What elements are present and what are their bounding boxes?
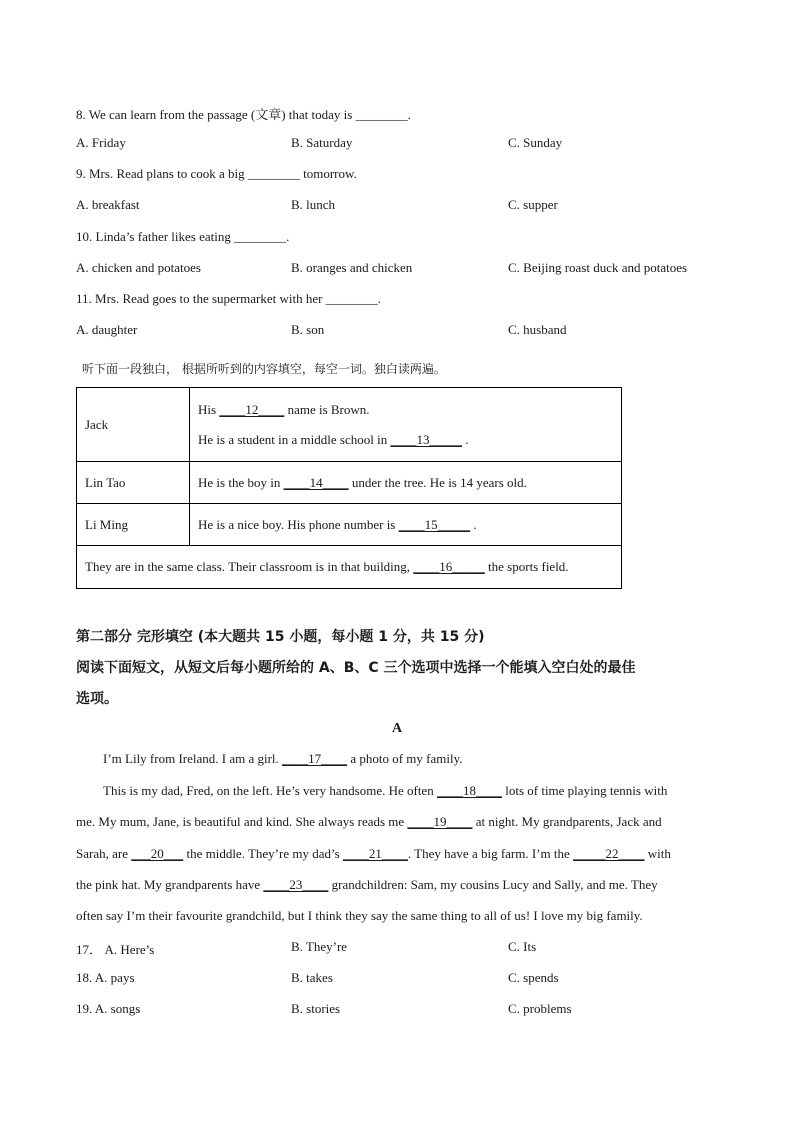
row-name: Lin Tao [77, 462, 190, 504]
q19-option-a: 19. A. songs [76, 1001, 141, 1016]
q9-option-b: B. lunch [291, 197, 336, 212]
section-title: 第二部分 完形填空 (本大题共 15 小题，每小题 1 分，共 15 分) [76, 629, 485, 645]
blank-16: ____16_____ [413, 559, 485, 574]
q17-option-c: C. Its [508, 939, 537, 954]
q11-option-c: C. husband [508, 322, 567, 337]
question-10-stem: 10. Linda’s father likes eating ________. [76, 229, 290, 244]
text-fragment: at night. My grandparents, Jack and [472, 814, 662, 829]
text-fragment: This is my dad, Fred, on the left. He’s very handsome. He often [103, 783, 437, 798]
question-11-stem: 11. Mrs. Read goes to the supermarket with her ________. [76, 291, 381, 306]
text-fragment: the middle. They’re my dad’s [183, 846, 343, 861]
table-row [77, 546, 622, 589]
text-fragment: Sarah, are [76, 846, 132, 861]
text-fragment: They are in the same class. Their classroom is in that building, [85, 559, 414, 574]
table-row [77, 504, 622, 546]
row-text-line [198, 402, 613, 418]
q9-option-c: C. supper [508, 197, 558, 212]
q18-option-c: C. spends [508, 970, 559, 985]
q8-option-a: A. Friday [76, 135, 126, 150]
q11-option-a: A. daughter [76, 322, 138, 337]
text-fragment: . [461, 431, 469, 447]
question-8-stem: 8. We can learn from the passage (文章) that today is ________. [76, 107, 411, 122]
q10-option-a: A. chicken and potatoes [76, 260, 201, 275]
blank-19: ____19____ [407, 814, 473, 829]
q17-option-a: 17． A. Here’s [76, 942, 155, 957]
text-fragment: grandchildren: Sam, my cousins Lucy and Sally, and me. They [328, 877, 658, 892]
listening-table [76, 387, 622, 589]
row-content [190, 388, 622, 462]
blank-17: ____17____ [282, 751, 348, 766]
text-fragment: me. My mum, Jane, is beautiful and kind. She always reads me [76, 814, 408, 829]
q11-option-b: B. son [291, 322, 325, 337]
q8-option-c: C. Sunday [508, 135, 563, 150]
passage-line [103, 751, 743, 767]
blank-13: ____13_____ [390, 431, 462, 447]
q17-option-b: B. They’re [291, 939, 348, 954]
text-fragment: the sports field. [484, 559, 569, 574]
question-9-stem: 9. Mrs. Read plans to cook a big ________ tomorrow. [76, 166, 357, 181]
passage-line [76, 814, 716, 830]
q18-option-a: 18. A. pays [76, 970, 135, 985]
text-fragment: name is Brown. [284, 401, 370, 417]
text-fragment: He is a student in a middle school in [198, 431, 391, 447]
row-content [190, 462, 622, 504]
q18-option-b: B. takes [291, 970, 333, 985]
blank-18: ____18____ [436, 783, 502, 798]
text-fragment: I’m Lily from Ireland. I am a girl. [103, 751, 283, 766]
text-fragment: He is the boy in [198, 474, 284, 490]
text-fragment: He is a nice boy. His phone number is [198, 516, 399, 532]
text-fragment: His [198, 401, 220, 417]
passage-line: often say I’m their favourite grandchild, but I think they say the same thing to all of us! I love my big family. [76, 908, 643, 923]
blank-12: ____12____ [219, 401, 285, 417]
section-instruction: 阅读下面短文，从短文后每小题所给的 A、B、C 三个选项中选择一个能填入空白处的最佳 [76, 660, 636, 676]
q10-option-c: C. Beijing roast duck and potatoes [508, 260, 688, 275]
blank-15: ____15_____ [398, 516, 471, 532]
row-name: Jack [77, 388, 190, 462]
q9-option-a: A. breakfast [76, 197, 140, 212]
text-fragment: a photo of my family. [347, 751, 463, 766]
table-row [77, 462, 622, 504]
text-fragment: lots of time playing tennis with [501, 783, 668, 798]
q19-option-b: B. stories [291, 1001, 341, 1016]
row-content [190, 504, 622, 546]
q8-option-b: B. Saturday [291, 135, 353, 150]
text-fragment: with [644, 846, 671, 861]
row-content [77, 546, 622, 589]
text-fragment: under the tree. He is 14 years old. [348, 474, 527, 490]
blank-21: ____21____ [342, 846, 408, 861]
q19-option-c: C. problems [508, 1001, 572, 1016]
text-fragment: the pink hat. My grandparents have [76, 877, 264, 892]
passage-line [76, 846, 716, 862]
table-row [77, 388, 622, 462]
row-text-line [198, 432, 613, 448]
blank-22: _____22____ [573, 846, 645, 861]
blank-23: ____23____ [263, 877, 329, 892]
blank-20: ___20___ [131, 846, 184, 861]
blank-14: ____14____ [283, 474, 349, 490]
section-instruction-cont: 选项。 [76, 691, 118, 707]
q10-option-b: B. oranges and chicken [291, 260, 413, 275]
text-fragment: . They have a big farm. I’m the [407, 846, 574, 861]
passage-line [103, 783, 743, 799]
passage-line [76, 877, 716, 893]
passage-label: A [391, 721, 403, 736]
text-fragment: . [470, 516, 477, 532]
listening-instruction: 听下面一段独白， 根据所听到的内容填空，每空一词。独白读两遍。 [82, 362, 446, 376]
row-name: Li Ming [77, 504, 190, 546]
